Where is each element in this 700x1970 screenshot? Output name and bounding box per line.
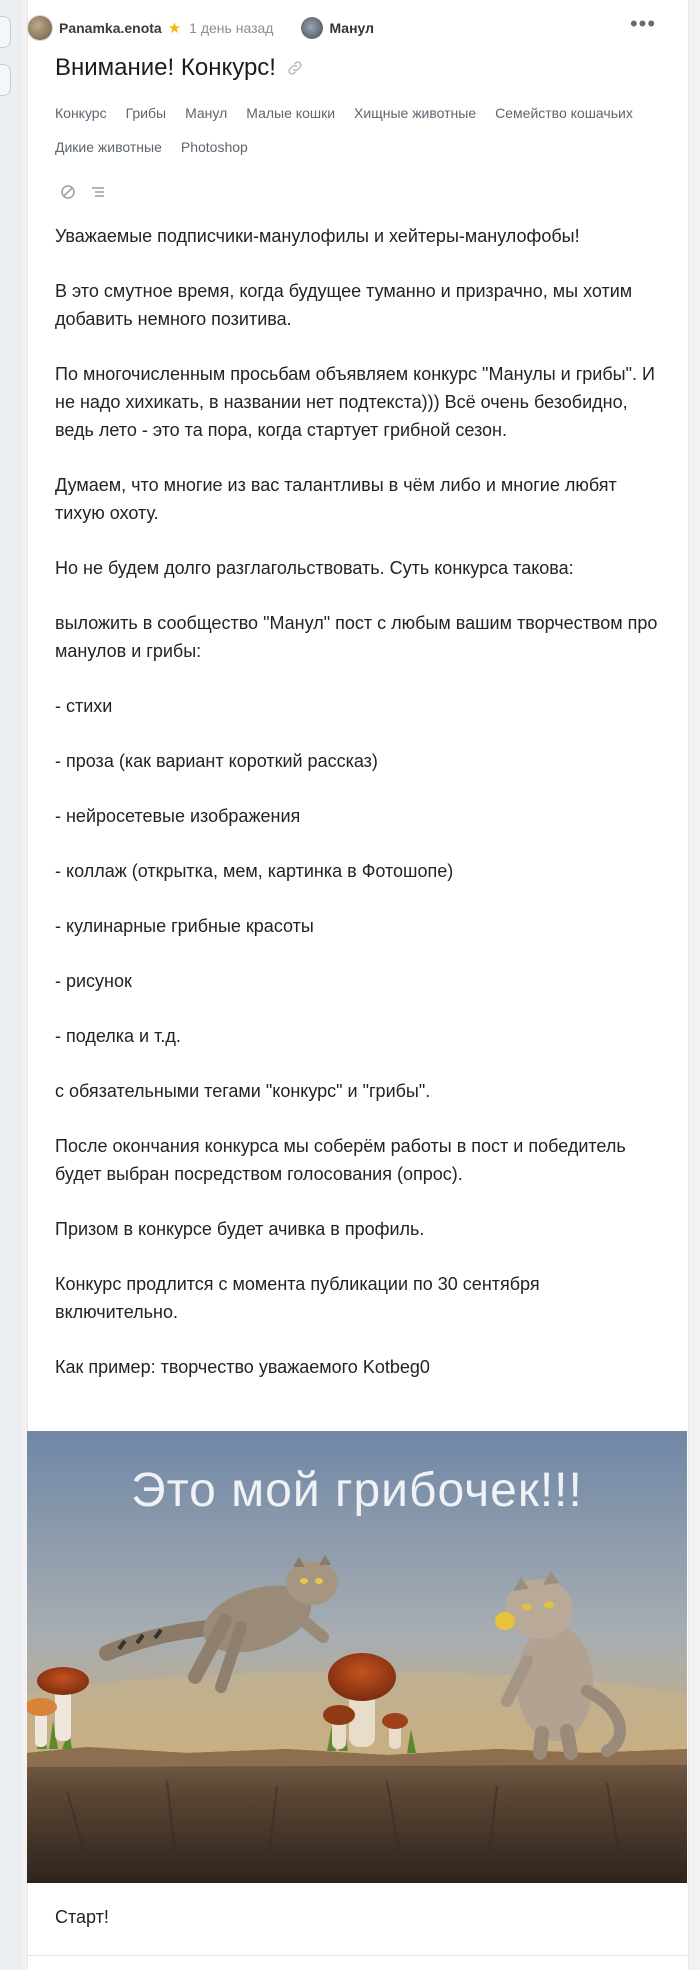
author-avatar[interactable] — [27, 15, 53, 41]
body-paragraph: выложить в сообщество "Манул" пост с любым вашим творчеством про манулов и грибы: — [55, 613, 658, 661]
list-icon[interactable] — [90, 184, 106, 200]
body-paragraph: Думаем, что многие из вас талантливы в чём либо и многие любят тихую охоту. — [55, 475, 617, 523]
tag-list — [55, 103, 665, 157]
body-paragraph: Уважаемые подписчики-манулофилы и хейтеры-манулофобы! — [55, 226, 580, 246]
more-horizontal-icon[interactable]: ••• — [629, 11, 657, 36]
tag-link[interactable]: Манул — [185, 105, 228, 121]
community-avatar[interactable] — [301, 17, 323, 39]
body-paragraph: - проза (как вариант короткий рассказ) — [55, 751, 378, 771]
tag-link[interactable]: Хищные животные — [354, 105, 477, 121]
tag-link[interactable]: Photoshop — [180, 139, 248, 155]
tag-link[interactable]: Конкурс — [55, 105, 107, 121]
post-image[interactable] — [27, 1431, 687, 1883]
post-time: 1 день назад — [189, 20, 274, 36]
body-paragraph: Но не будем долго разглагольствовать. Суть конкурса такова: — [55, 558, 574, 578]
divider — [27, 1955, 687, 1956]
body-paragraph: После окончания конкурса мы соберём работы в пост и победитель будет выбран посредством голосования (опрос). — [55, 1136, 626, 1184]
body-paragraph: Призом в конкурсе будет ачивка в профиль. — [55, 1219, 425, 1239]
left-edge-panel — [0, 0, 22, 1970]
star-icon: ★ — [167, 20, 182, 37]
post-header — [27, 14, 374, 42]
hide-icon[interactable] — [60, 184, 76, 200]
post-title-row — [55, 50, 304, 86]
body-paragraph: - стихи — [55, 696, 113, 716]
image-caption: Это мой грибочек!!! — [131, 1464, 583, 1517]
author-name[interactable]: Panamka.enota — [59, 20, 162, 36]
tag-link[interactable]: Малые кошки — [246, 105, 336, 121]
left-tab-handle[interactable] — [0, 16, 11, 48]
body-paragraph: Как пример: творчество уважаемого Kotbeg0 — [55, 1357, 430, 1377]
body-paragraph: - нейросетевые изображения — [55, 806, 301, 826]
body-paragraph: с обязательными тегами "конкурс" и "грибы". — [55, 1081, 431, 1101]
community-name[interactable]: Манул — [329, 20, 375, 36]
post-title[interactable]: Внимание! Конкурс! — [55, 54, 276, 81]
tag-link[interactable]: Семейство кошачьих — [495, 105, 633, 121]
left-tab-handle[interactable] — [0, 64, 11, 96]
link-icon[interactable] — [286, 59, 304, 77]
post-tools — [60, 184, 106, 200]
body-paragraph: Конкурс продлится с момента публикации по 30 сентября включительно. — [55, 1274, 540, 1322]
body-paragraph: - поделка и т.д. — [55, 1026, 181, 1046]
tag-link[interactable]: Грибы — [125, 105, 167, 121]
body-paragraph: - коллаж (открытка, мем, картинка в Фотошопе) — [55, 861, 454, 881]
post-footer-text: Старт! — [55, 1907, 109, 1927]
body-paragraph: В это смутное время, когда будущее туманно и призрачно, мы хотим добавить немного позитива. — [55, 281, 633, 329]
tag-link[interactable]: Дикие животные — [55, 139, 162, 155]
body-paragraph: - рисунок — [55, 971, 132, 991]
post-body — [55, 222, 660, 1408]
body-paragraph: По многочисленным просьбам объявляем конкурс "Манулы и грибы". И не надо хихикать, в названии нет подтекста))) Всё очень безобидно, ведь лето - это та пора, когда стартует грибной сезон. — [55, 364, 655, 440]
body-paragraph: - кулинарные грибные красоты — [55, 916, 314, 936]
